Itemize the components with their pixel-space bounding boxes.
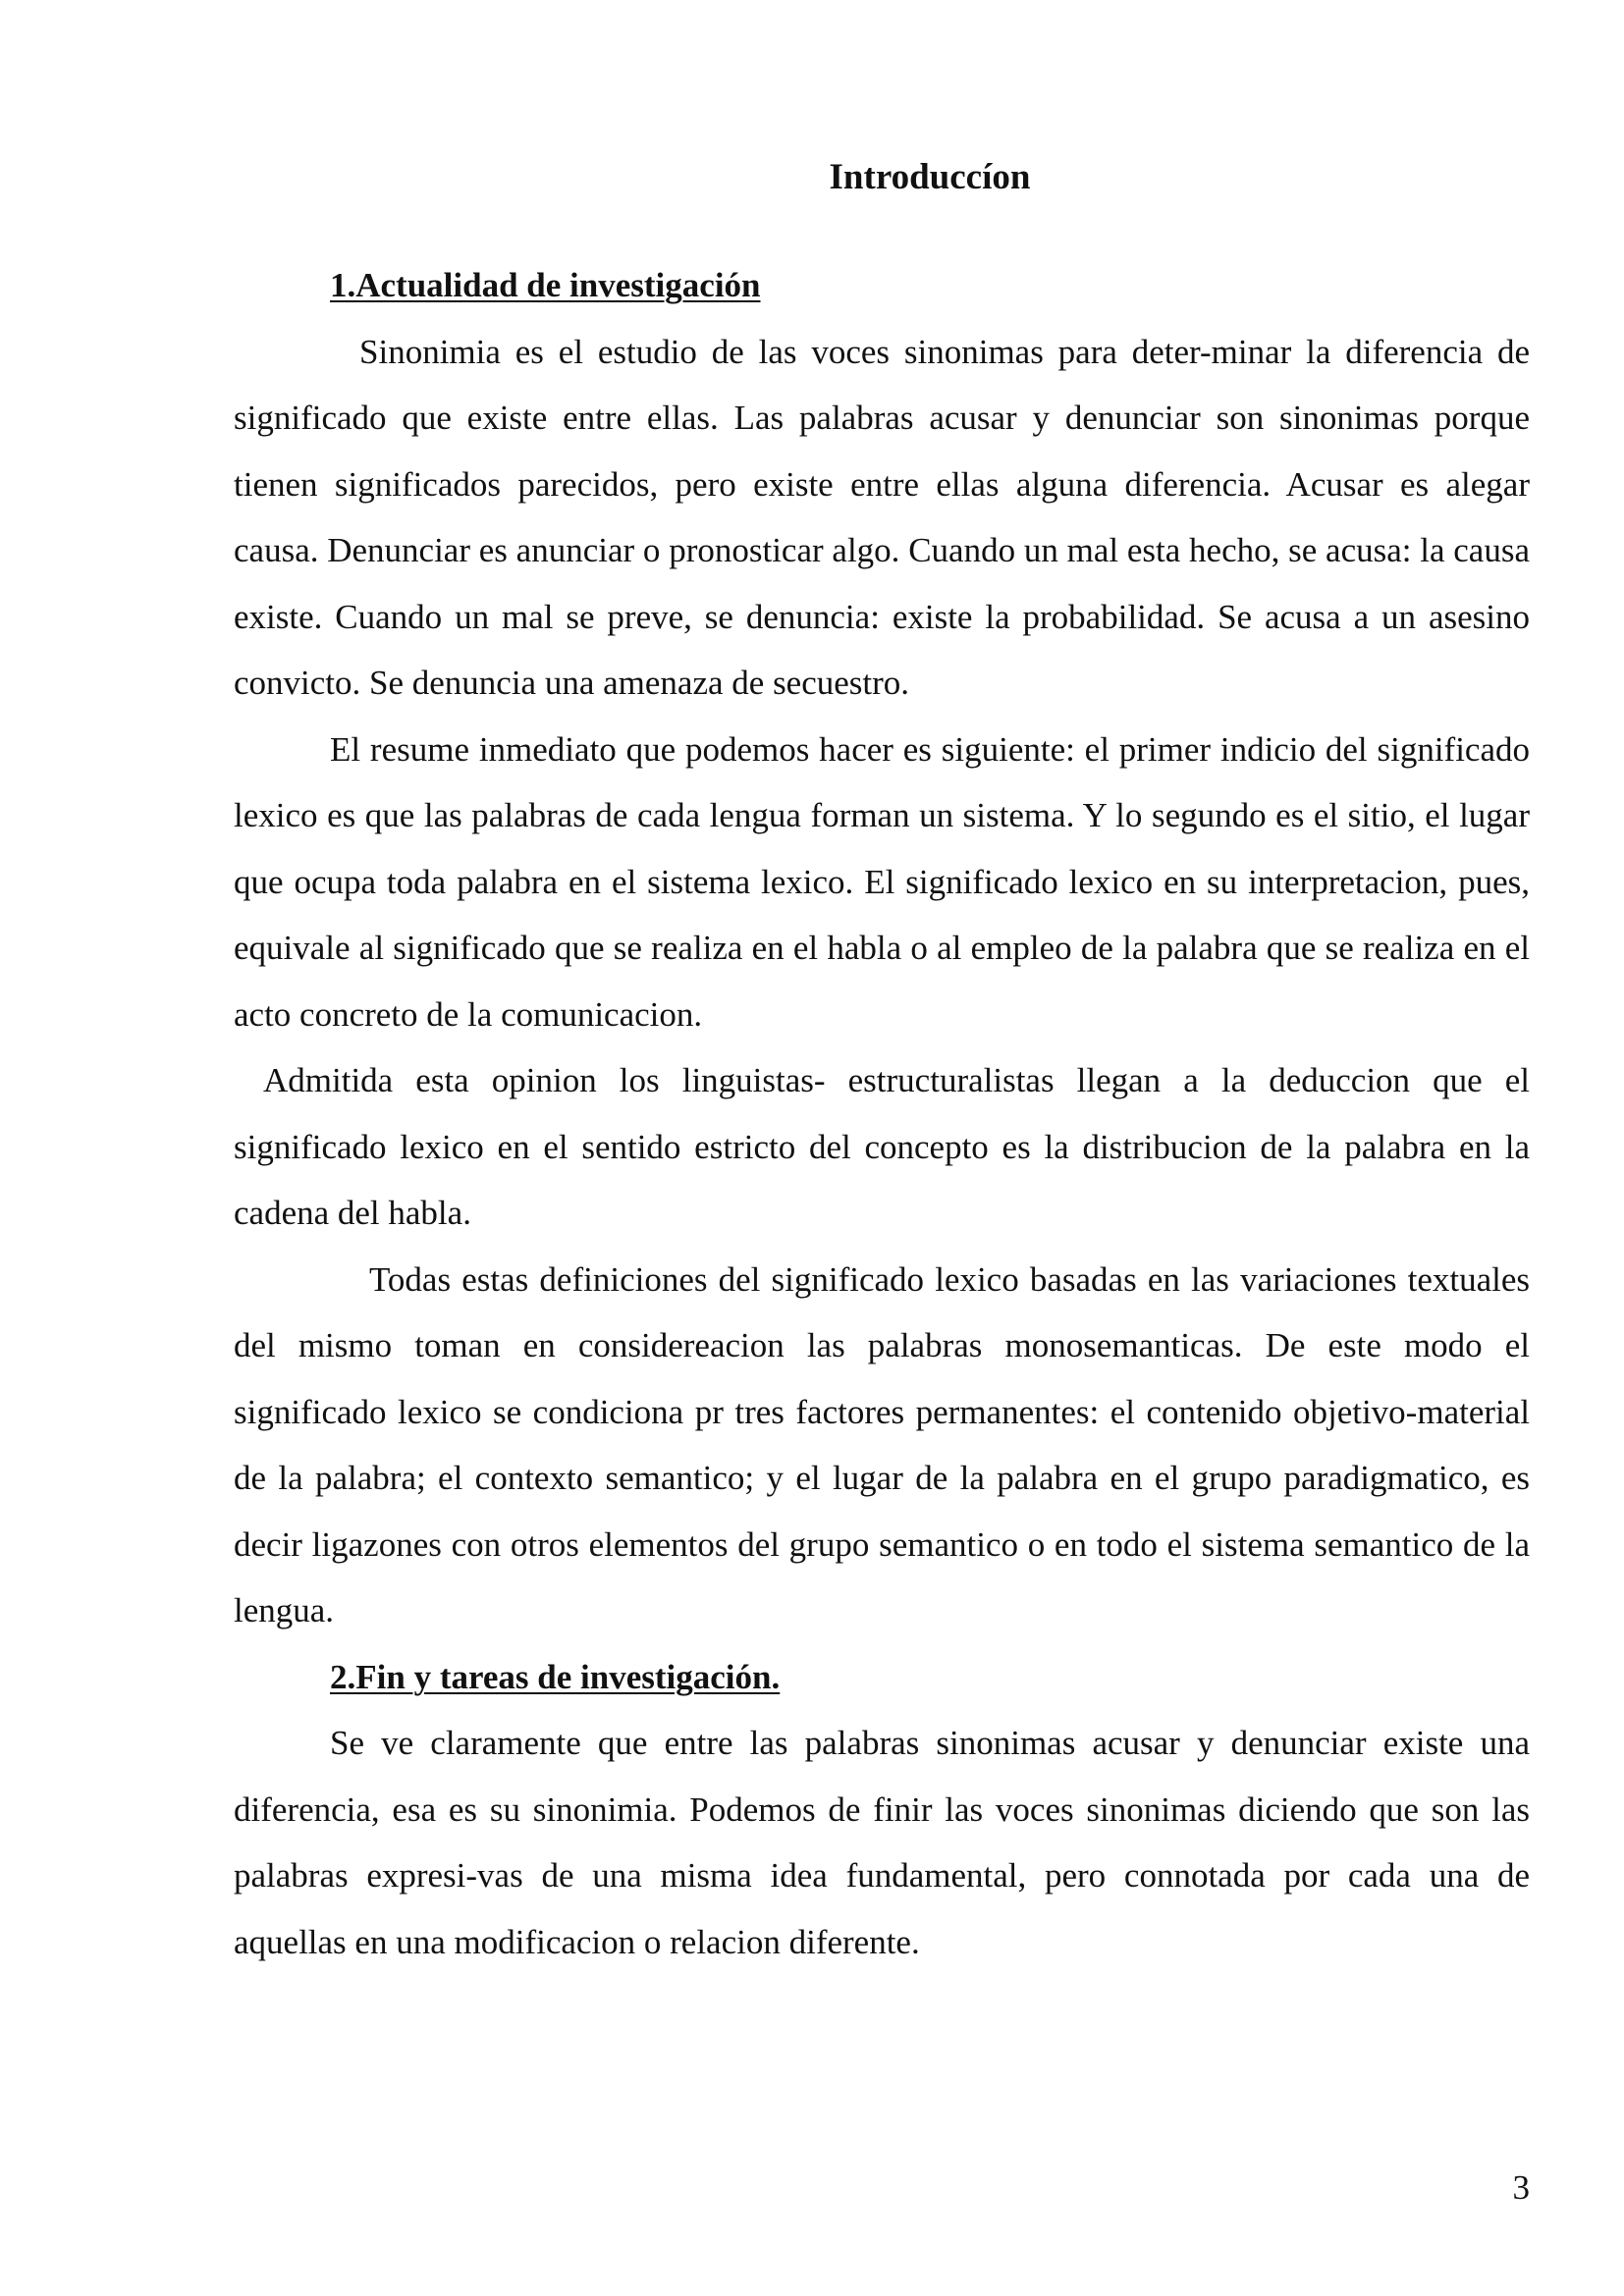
paragraph: Sinonimia es el estudio de las voces sinonimas para deter-minar la diferencia de significado que existe entre ellas. Las palabras acusar y denunciar son sinonimas porque tienen significados parecidos, pero existe entre ellas alguna diferencia. Acusar es alegar causa. Denunciar es anunciar o pronosticar algo. Cuando un mal esta hecho, se acusa: la causa existe. Cuando un mal se preve, se denuncia: existe la probabilidad. Se acusa a un asesino convicto. Se denuncia una amenaza de secuestro. (234, 332, 1530, 702)
paragraph: El resume inmediato que podemos hacer es siguiente: el primer indicio del significado lexico es que las palabras de cada lengua forman un sistema. Y lo segundo es el sitio, el lugar que ocupa toda palabra en el sistema lexico. El significado lexico en su interpretacion, pues, equivale al significado que se realiza en el habla o al empleo de la palabra que se realiza en el acto concreto de la comunicacion. (234, 729, 1530, 1034)
section-heading-actualidad: 1.Actualidad de investigación (330, 266, 761, 304)
page-number: 3 (1512, 2168, 1530, 2207)
paragraph: Admitida esta opinion los linguistas- estructuralistas llegan a la deduccion que el significado lexico en el sentido estricto del concepto es la distribucion de la palabra en la cadena del habla. (234, 1061, 1530, 1232)
document-body (234, 252, 1530, 1975)
paragraph: Se ve claramente que entre las palabras sinonimas acusar y denunciar existe una diferencia, esa es su sinonimia. Podemos de finir las voces sinonimas diciendo que son las palabras expresi-vas de una misma idea fundamental, pero connotada por cada una de aquellas en una modificacion o relacion diferente. (234, 1724, 1530, 1961)
paragraph: Todas estas definiciones del significado lexico basadas en las variaciones textuales del mismo toman en considereacion las palabras monosemanticas. De este modo el significado lexico se condiciona pr tres factores permanentes: el contenido objetivo-material de la palabra; el contexto semantico; y el lugar de la palabra en el grupo paradigmatico, es decir ligazones con otros elementos del grupo semantico o en todo el sistema semantico de la lengua. (234, 1259, 1530, 1629)
section-heading-fin-y-tareas: 2.Fin y tareas de investigación. (330, 1657, 781, 1696)
page-title: Introduccíon (829, 157, 1031, 197)
